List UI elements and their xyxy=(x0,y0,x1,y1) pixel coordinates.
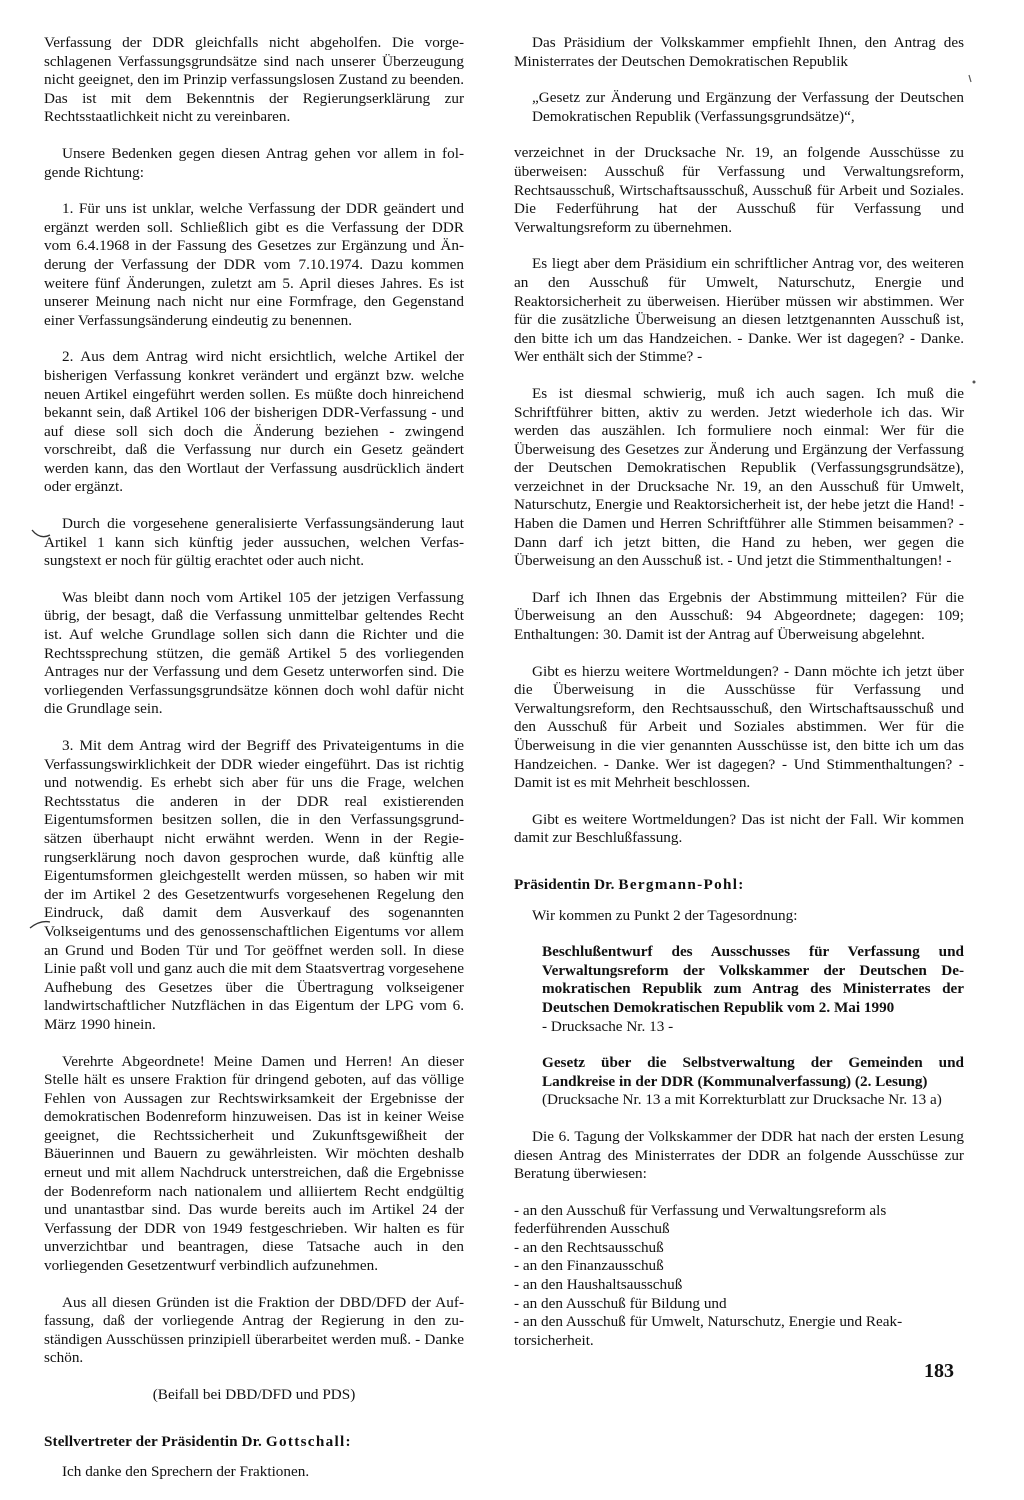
margin-dot-mark xyxy=(970,378,978,386)
page-number: 183 xyxy=(924,1360,954,1382)
speaker-name: Gottschall: xyxy=(265,1432,352,1450)
applause-note: (Beifall bei DBD/DFD und PDS) xyxy=(152,1386,356,1403)
paragraph: Ich danke den Sprechern der Fraktionen. xyxy=(62,1463,310,1481)
paragraph: 3. Mit dem Antrag wird der Begriff des Privateigentums in die Verfassungswirklichkeit der DDR wieder eingeführt. Das ist richtig und notwendig. Es erhebt sich aber für uns die Frage, welchen Rechtsstatus die anderen in der DDR real existierenden Eigentumsformen besitzen sollen, die in den Verfassungsgrundsätzen überhaupt nicht erwähnt werden. Wenn in der Regierungserklärung noch davon gesprochen wurde, daß künftig alle Eigentumsformen gleichgestellt werden müssen, so haben wir mit der im Artikel 2 des Gesetzentwurfs vorgesehenen Regelung den Eindruck, daß damit dem Ausverkauf des sogenannten Volkseigentums und des genossenschaftlichen Eigentums vor allem an Grund und Boden Tür und Tor geöffnet werden soll. In diese Linie paßt voll und ganz auch die mit dem Staatsvertrag vorgesehene Aufhebung des Gesetzes über die Übertragung volkseigener landwirtschaftlicher Nutzflächen in das Eigentum der LPG vom 6. März 1990 hinein. xyxy=(44,737,464,1033)
speaker-heading xyxy=(44,1433,464,1452)
paragraph: Unsere Bedenken gegen diesen Antrag gehen vor allem in folgende Richtung: xyxy=(44,144,464,181)
paragraph: 1. Für uns ist unklar, welche Verfassung der DDR geändert und ergänzt werden soll. Schließlich gibt es die Verfassung der DDR vom 6.4.1968 in der Fassung des Gesetzes zur Ergänzung und Änderung der Verfassung der DDR vom 7.10.1974. Dazu kommen weitere fünf Änderungen, zuletzt am 5. April dieses Jahres. Es ist unserer Meinung nach nicht nur eine Formfrage, den Gegenstand einer Verfassungsänderung eindeutig zu benennen. xyxy=(44,200,464,329)
agenda-item-title: Gesetz über die Selbstverwaltung der Gemeinden und Landkreise in der DDR (Kommunalverfassung) (2. Lesung) xyxy=(542,1054,964,1090)
paragraph: Die 6. Tagung der Volkskammer der DDR hat nach der ersten Lesung diesen Antrag des Ministerrates der DDR an folgende Ausschüsse zur Beratung überwiesen: xyxy=(514,1127,964,1183)
paragraph: Was bleibt dann noch vom Artikel 105 der jetzigen Verfassung übrig, der besagt, daß die Verfassung unmittelbar geltendes Recht ist. Auf welche Grundlage sollen sich dann die Richter und die Rechtssprechung stützen, die gemäß Artikel 5 des vorliegenden Antrages nur der Verfassung und dem Gesetz unterworfen sind. Die vorliegenden Verfassungsgrundsätze können doch wohl dafür nicht die Grundlage sein. xyxy=(44,588,464,718)
agenda-item-reference: - Drucksache Nr. 13 - xyxy=(542,1017,674,1035)
left-column xyxy=(44,34,464,1500)
speaker-name: Bergmann-Pohl: xyxy=(618,875,745,893)
paragraph: Durch die vorgesehene generalisierte Verfassungsänderung laut Artikel 1 kann sich künftig jeder aussuchen, welchen Verfassungstext er noch für gültig erachtet oder auch nicht. xyxy=(44,515,464,570)
paragraph: Verfassung der DDR gleichfalls nicht abgeholfen. Die vorgeschlagenen Verfassungsgrundsätze sind nach unserer Überzeugung nicht geeignet, den im Prinzip verfassungslosen Zustand zu beenden. Das ist mit dem Bekenntnis der Regierungserklärung zur Rechtsstaatlichkeit nicht zu vereinbaren. xyxy=(44,34,464,126)
paragraph: Gibt es weitere Wortmeldungen? Das ist nicht der Fall. Wir kommen damit zur Beschlußfassung. xyxy=(514,810,964,847)
speaker-heading xyxy=(514,876,964,895)
speaker-role: Präsidentin Dr. xyxy=(514,875,615,893)
margin-pencil-mark xyxy=(30,526,52,542)
agenda-item xyxy=(514,943,964,1036)
quoted-title: „Gesetz zur Änderung und Ergänzung der Verfassung der Deutschen Demokratischen Republik (Verfassungsgrundsätze)“, xyxy=(532,89,964,125)
margin-dot-mark xyxy=(966,74,974,84)
paragraph: Aus all diesen Gründen ist die Fraktion der DBD/DFD der Auffassung, daß der vorliegende Antrag der Regierung in den zuständigen Ausschüssen prinzipiell überarbeitet werden muß. - Danke schön. xyxy=(44,1293,464,1367)
speaker-role: Stellvertreter der Präsidentin Dr. xyxy=(44,1432,262,1450)
paragraph: Es ist diesmal schwierig, muß ich auch sagen. Ich muß die Schriftführer bitten, aktiv zu werden. Jetzt wiederhole ich das. Wir werden das auszählen. Ich formuliere noch einmal: Wer für die Überweisung des Gesetzes zur Änderung und Ergänzung der Verfassung der Deutschen Demokratischen Republik (Verfassungsgrundsätze), verzeichnet in der Drucksache Nr. 19, an den Ausschuß für Umwelt, Naturschutz, Energie und Reaktorsicherheit ist, der hebe jetzt die Hand! - Haben die Damen und Herren Schriftführer alle Stimmen beisammen? - Dann darf ich jetzt bitten, die Hand zu heben, wer gegen die Überweisung an den Ausschuß ist. - Und jetzt die Stimmenthaltungen! - xyxy=(514,384,964,570)
paragraph: verzeichnet in der Drucksache Nr. 19, an folgende Ausschüsse zu überweisen: Ausschuß für Verfassung und Verwaltungsreform, Rechtsausschuß, Wirtschaftsausschuß, Ausschuß für Arbeit und Soziales. Die Federführung hat der Ausschuß für Verfassung und Verwaltungsreform zu übernehmen. xyxy=(514,144,964,236)
paragraph: Verehrte Abgeordnete! Meine Damen und Herren! An dieser Stelle hält es unsere Fraktion für dringend geboten, auf das völlige Fehlen von Aussagen zur Rechtswirksamkeit der Ergebnisse der demokratischen Bodenreform hinzuweisen. Das ist in keiner Weise geeignet, die Rechtssicherheit und Zukunftsgewißheit der Bäuerinnen und Bauern zu gewährleisten. Wir möchten deshalb erneut und mit allem Nachdruck unterstreichen, daß die Ergebnisse der Bodenreform nach nationalem und alliiertem Recht endgültig und unantastbar sind. Das wurde bereits auch im Artikel 24 der Verfassung der DDR von 1949 festgeschrieben. Wir halten es für unverzichtbar und beantragen, diese Tatsache auch in den vorliegenden Gesetzentwurf verbindlich aufzunehmen. xyxy=(44,1052,464,1275)
list-item: - an den Haushaltsausschuß xyxy=(514,1276,683,1294)
agenda-item-reference: (Drucksache Nr. 13 a mit Korrekturblatt zur Drucksache Nr. 13 a) xyxy=(542,1091,942,1109)
list-item: - an den Ausschuß für Verfassung und Verwaltungsreform als federführenden Ausschuß xyxy=(514,1201,887,1238)
right-column xyxy=(514,34,964,1350)
paragraph: Darf ich Ihnen das Ergebnis der Abstimmung mitteilen? Für die Überweisung an den Ausschuß: 94 Abgeordnete; dagegen: 109; Enthaltungen: 30. Damit ist der Antrag auf Überweisung abgelehnt. xyxy=(514,588,964,644)
paragraph: 2. Aus dem Antrag wird nicht ersichtlich, welche Artikel der bisherigen Verfassung konkret verändert und ergänzt bzw. welche neuen Artikel eingeführt werden sollen. Es müßte doch hinreichend bekannt sein, daß Artikel 106 der bisherigen DDR-Verfassung - und auf diese soll sich doch die Änderung beziehen - zwingend vorschreibt, daß die Verfassung nur durch ein Gesetz geändert werden kann, das den Wortlaut der Verfassung ausdrücklich ändert oder ergänzt. xyxy=(44,348,464,496)
list-item: - an den Ausschuß für Umwelt, Naturschutz, Energie und Reaktorsicherheit. xyxy=(514,1313,903,1349)
list-item: - an den Ausschuß für Bildung und xyxy=(514,1294,727,1312)
paragraph: Gibt es hierzu weitere Wortmeldungen? - Dann möchte ich jetzt über die Überweisung in die Ausschüsse für Verfassung und Verwaltungsreform, den Rechtsausschuß, den Wirtschaftsausschuß und den Ausschuß für Arbeit und Soziales abstimmen. Wer für die Überweisung in die vier genannten Ausschüsse ist, den bitte ich um das Handzeichen. - Danke. Wer ist dagegen? - Und Stimmenthaltungen? - Damit ist es mit Mehrheit beschlossen. xyxy=(514,662,964,792)
paragraph: Das Präsidium der Volkskammer empfiehlt Ihnen, den Antrag des Ministerrates der Deutschen Demokratischen Republik xyxy=(514,34,964,70)
committee-list xyxy=(514,1202,964,1351)
agenda-item xyxy=(514,1054,964,1110)
list-item: - an den Rechtsausschuß xyxy=(514,1238,664,1256)
agenda-item-title: Beschlußentwurf des Ausschusses für Verfassung und Verwaltungsreform der Volkskammer der Deutschen Demokratischen Republik zum Antrag des Ministerrates der Deutschen Demokratischen Republik vom 2. Mai 1990 xyxy=(542,943,964,1016)
paragraph: Wir kommen zu Punkt 2 der Tagesordnung: xyxy=(532,906,798,924)
list-item: - an den Finanzausschuß xyxy=(514,1257,664,1275)
paragraph: Es liegt aber dem Präsidium ein schriftlicher Antrag vor, des weiteren an den Ausschuß für Umwelt, Naturschutz, Energie und Reaktorsicherheit zu überweisen. Hierüber müssen wir abstimmen. Wer für die zusätzliche Überweisung an diesen letztgenannten Ausschuß ist, den bitte ich um das Handzeichen. - Danke. Wer ist dagegen? - Danke. Wer enthält sich der Stimme? - xyxy=(514,255,964,366)
margin-pencil-mark xyxy=(28,916,52,932)
